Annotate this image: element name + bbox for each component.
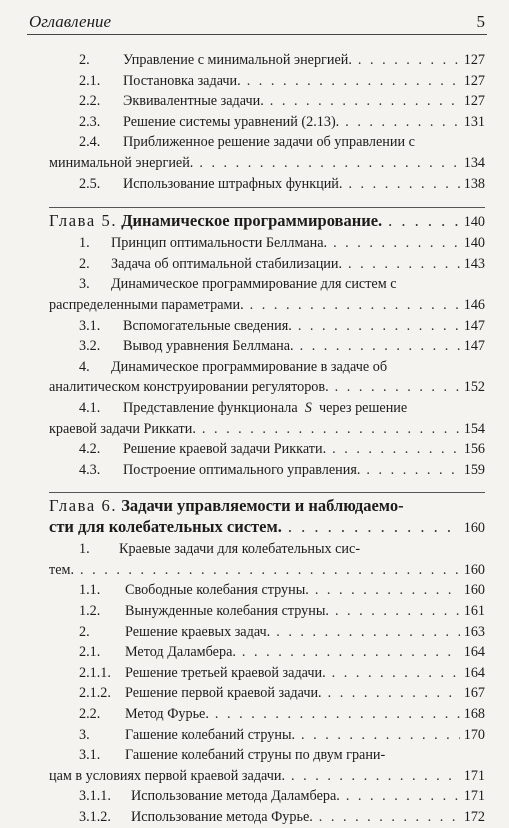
- toc-entry-number: 2.: [79, 255, 90, 272]
- toc-entry-title: Использование метода Даламбера.: [131, 788, 340, 805]
- toc-entry-title: Гашение колебаний струны по двум грани-: [125, 747, 386, 764]
- toc-entry-number: 1.2.: [79, 603, 101, 620]
- toc-entry-page: 127: [463, 52, 485, 68]
- toc-entry-number: 2.1.2.: [79, 685, 111, 702]
- chapter-heading: [49, 210, 485, 233]
- toc-entry-number: 4.2.: [79, 441, 101, 458]
- toc-entry-page: 159: [463, 461, 485, 478]
- toc-entry-number: 2.3.: [79, 113, 101, 130]
- toc-entry: [49, 132, 485, 173]
- toc-entry-number: 2.2.: [79, 706, 101, 723]
- toc-entry-page: 152: [463, 379, 485, 396]
- toc-entry-title: Вспомогательные сведения.: [123, 317, 292, 334]
- toc-entry-title-continued: краевой задачи Риккати.: [49, 420, 196, 437]
- toc-entry: [49, 439, 485, 460]
- dot-leader: [346, 786, 460, 807]
- toc-entry: [49, 233, 485, 254]
- dot-leader: [242, 642, 460, 663]
- dot-leader: [358, 50, 460, 71]
- dot-leader: [332, 663, 460, 684]
- toc-entry-page: 156: [463, 441, 485, 458]
- toc-entry-title-continued: цам в условиях первой краевой задачи.: [49, 767, 286, 784]
- toc-entry: [49, 50, 485, 71]
- table-of-contents: [49, 50, 485, 828]
- dot-leader: [276, 622, 459, 643]
- toc-entry-number: 2.4.: [79, 134, 101, 151]
- toc-entry-page: 138: [463, 175, 485, 192]
- dot-leader: [288, 516, 460, 537]
- toc-entry: [49, 460, 485, 481]
- running-head: [27, 10, 487, 35]
- toc-entry-number: 2.5.: [79, 175, 101, 192]
- toc-entry-title-continued: тем.: [49, 561, 75, 578]
- toc-entry-title: Вынужденные колебания струны.: [125, 603, 329, 620]
- dot-leader: [332, 439, 460, 460]
- dot-leader: [333, 233, 460, 254]
- dot-leader: [335, 601, 460, 622]
- toc-entry: [49, 336, 485, 357]
- dot-leader: [247, 71, 460, 92]
- toc-entry-page: 147: [463, 317, 485, 334]
- toc-entry-title: Решение первой краевой задачи.: [125, 685, 322, 702]
- toc-entry-page: 164: [463, 644, 485, 661]
- toc-entry: [49, 807, 485, 828]
- toc-entry-title: Краевые задачи для колебательных сис-: [119, 541, 361, 558]
- chapter-heading: [49, 495, 485, 539]
- toc-entry-title: Вывод уравнения Беллмана.: [123, 338, 294, 355]
- dot-leader: [345, 112, 460, 133]
- dot-leader: [301, 725, 460, 746]
- toc-entry-title: Решение краевых задач.: [125, 623, 271, 640]
- chapter-title-continued: сти для колебательных систем.: [49, 517, 282, 537]
- toc-entry-page: 170: [463, 726, 485, 743]
- toc-entry: [49, 91, 485, 112]
- chapter-title: Динамическое программирование.: [121, 211, 383, 231]
- dot-leader: [315, 580, 460, 601]
- toc-entry-title-continued: минимальной энергией.: [49, 154, 194, 171]
- toc-entry-number: 4.: [79, 358, 90, 375]
- toc-entry-title: Метод Фурье.: [125, 706, 209, 723]
- toc-entry-page: 143: [463, 255, 485, 272]
- toc-entry: [49, 398, 485, 439]
- dot-leader: [202, 419, 460, 440]
- toc-entry-number: 2.: [79, 623, 90, 640]
- toc-entry-page: 163: [463, 623, 485, 640]
- toc-entry: [49, 622, 485, 643]
- toc-entry-number: 2.1.: [79, 644, 101, 661]
- chapter-label: Глава 6.: [49, 496, 118, 516]
- toc-entry-number: 3.1.: [79, 317, 101, 334]
- toc-entry: [49, 745, 485, 786]
- toc-entry-title: Использование метода Фурье.: [131, 809, 313, 825]
- toc-entry: [49, 539, 485, 580]
- toc-entry-title: Построение оптимального управления.: [123, 461, 361, 478]
- toc-entry-title: Свободные колебания струны.: [125, 582, 309, 599]
- toc-entry-page: 171: [463, 788, 485, 805]
- dot-leader: [388, 210, 460, 231]
- toc-entry: [49, 725, 485, 746]
- toc-entry-title-tail: через решение: [318, 399, 408, 416]
- toc-entry: [49, 174, 485, 195]
- dot-leader: [250, 295, 460, 316]
- toc-entry-number: 3.2.: [79, 338, 101, 355]
- divider: [49, 207, 485, 208]
- toc-entry-title-continued: аналитическом конструировании регуляторов.: [49, 379, 329, 396]
- toc-entry-page: 147: [463, 338, 485, 355]
- dot-leader: [335, 377, 460, 398]
- toc-entry-title: Решение краевой задачи Риккати.: [123, 441, 327, 458]
- dot-leader: [199, 153, 459, 174]
- toc-entry: [49, 316, 485, 337]
- toc-entry-title: Метод Даламбера.: [125, 644, 236, 661]
- dot-leader: [291, 766, 460, 787]
- toc-entry-title: Гашение колебаний струны.: [125, 726, 296, 743]
- toc-entry-title: Управление с минимальной энергией.: [123, 52, 352, 68]
- toc-entry: [49, 642, 485, 663]
- toc-entry-number: 1.1.: [79, 582, 101, 599]
- functional-symbol: S: [304, 399, 312, 416]
- toc-entry: [49, 112, 485, 133]
- toc-entry-number: 2.2.: [79, 93, 101, 110]
- dot-leader: [300, 336, 460, 357]
- running-head-page-number: 5: [476, 12, 485, 31]
- toc-entry-number: 3.1.2.: [79, 809, 111, 825]
- divider: [49, 492, 485, 493]
- chapter-title: Задачи управляемости и наблюдаемо-: [121, 496, 404, 516]
- toc-entry-page: 131: [463, 113, 485, 130]
- toc-entry-page: 140: [463, 235, 485, 252]
- toc-entry-page: 154: [463, 420, 485, 437]
- toc-entry-title: Динамическое программирование в задаче об: [111, 358, 388, 375]
- toc-entry: [49, 357, 485, 398]
- toc-entry: [49, 683, 485, 704]
- toc-entry-number: 3.1.1.: [79, 788, 111, 805]
- toc-entry-title-continued: распределенными параметрами.: [49, 296, 244, 313]
- dot-leader: [348, 254, 460, 275]
- toc-entry: [49, 254, 485, 275]
- dot-leader: [270, 91, 460, 112]
- toc-entry-page: 161: [463, 603, 485, 620]
- toc-entry-page: 160: [463, 561, 485, 578]
- toc-entry-page: 164: [463, 664, 485, 681]
- toc-entry-title: Представление функционала: [123, 399, 298, 416]
- toc-entry-number: 4.1.: [79, 399, 101, 416]
- dot-leader: [319, 807, 460, 828]
- toc-entry-number: 3.: [79, 276, 90, 293]
- toc-entry-page: 168: [463, 706, 485, 723]
- toc-entry: [49, 704, 485, 725]
- toc-entry-title: Решение системы уравнений (2.13).: [123, 113, 340, 130]
- dot-leader: [298, 316, 460, 337]
- toc-entry: [49, 274, 485, 315]
- dot-leader: [328, 683, 460, 704]
- dot-leader: [80, 560, 460, 581]
- toc-entry: [49, 71, 485, 92]
- toc-entry-number: 1.: [79, 235, 90, 252]
- dot-leader: [366, 460, 459, 481]
- toc-entry-number: 2.1.1.: [79, 664, 111, 681]
- toc-entry: [49, 601, 485, 622]
- toc-entry-number: 1.: [79, 541, 90, 558]
- toc-entry-number: 2.: [79, 52, 90, 68]
- toc-entry-page: 167: [463, 685, 485, 702]
- toc-entry-page: 160: [463, 582, 485, 599]
- toc-entry-title: Динамическое программирование для систем с: [111, 276, 397, 293]
- chapter-label: Глава 5.: [49, 211, 118, 231]
- chapter-page: 160: [463, 520, 485, 537]
- toc-entry-page: 172: [463, 809, 485, 825]
- toc-entry-page: 171: [463, 767, 485, 784]
- toc-entry-page: 127: [463, 72, 485, 89]
- toc-entry-title: Приближенное решение задачи об управлении с: [123, 134, 415, 151]
- toc-entry-title: Постановка задачи.: [123, 72, 241, 89]
- dot-leader: [215, 704, 460, 725]
- toc-entry-number: 3.: [79, 726, 90, 743]
- running-head-title: Оглавление: [29, 12, 112, 31]
- toc-entry-title: Принцип оптимальности Беллмана.: [111, 235, 328, 252]
- toc-entry: [49, 580, 485, 601]
- toc-entry: [49, 663, 485, 684]
- toc-entry-number: 4.3.: [79, 461, 101, 478]
- toc-entry-number: 3.1.: [79, 747, 101, 764]
- toc-entry-page: 146: [463, 296, 485, 313]
- toc-entry-title: Задача об оптимальной стабилизации.: [111, 255, 343, 272]
- chapter-page: 140: [463, 214, 485, 231]
- toc-entry-title: Использование штрафных функций.: [123, 175, 343, 192]
- toc-entry-number: 2.1.: [79, 72, 101, 89]
- toc-entry-title: Решение третьей краевой задачи.: [125, 664, 326, 681]
- toc-entry: [49, 786, 485, 807]
- toc-entry-title: Эквивалентные задачи.: [123, 93, 264, 110]
- toc-entry-page: 134: [463, 154, 485, 171]
- toc-entry-page: 127: [463, 93, 485, 110]
- dot-leader: [348, 174, 459, 195]
